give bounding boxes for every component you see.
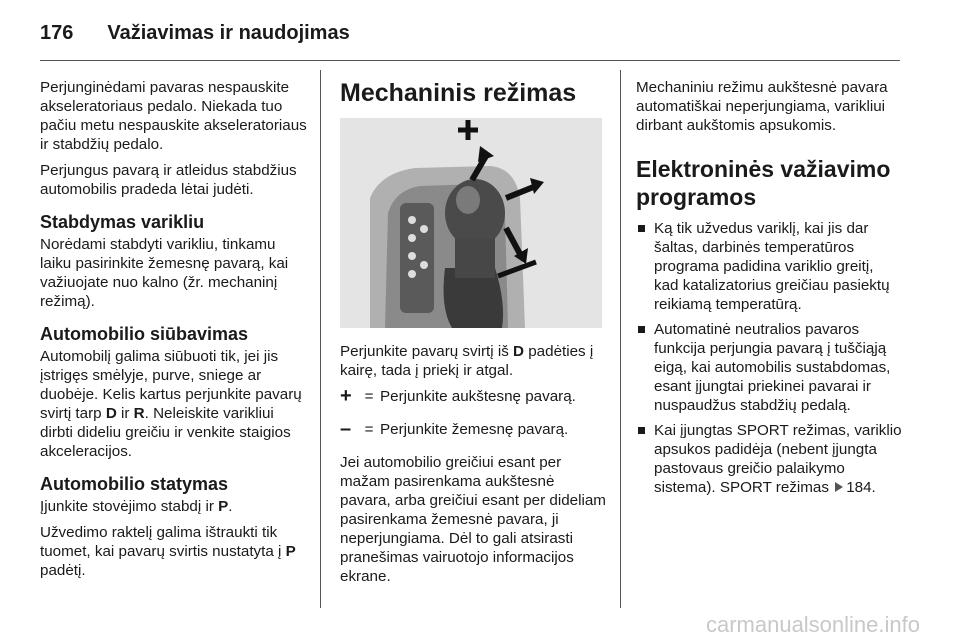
gear-letter: P [218,498,229,515]
column-divider [620,70,621,608]
watermark: carmanualsonline.info [705,612,920,637]
section-title: Mechaninis režimas [340,79,577,107]
plus-icon: + [340,385,352,407]
equals-sign: = [364,421,374,438]
paragraph [340,342,608,380]
page-reference-icon [835,482,843,492]
paragraph [40,347,308,461]
bullet-list [636,219,902,497]
paragraph: Mechaniniu režimu aukštesnė pavara automatiškai neperjungiama, varikliui dirbant aukštomis apsukomis. [636,79,888,134]
paragraph: Norėdami stabdyti varikliu, tinkamu laiku pasirinkite žemesnę pavarą, kai važiuojate nuo kalno (žr. mechaninį režimą). [40,236,289,310]
paragraph [40,497,308,516]
header-rule [40,60,900,61]
gear-letter: D [105,405,117,422]
section-title: Elektroninės važiavimo programos [636,156,891,210]
list-item-text: Automatinė neutralios pavaros funkcija perjungia pavarą į tuščiąją eigą, kai automobilis sustabdomas, esant įjungtai priekinei pavarai ir nuspaudžus stabdžių pedalą. [654,321,891,414]
paragraph: Perjunginėdami pavaras nespauskite akseleratoriaus pedalo. Niekada tuo pačiu metu nespauskite akseleratoriaus ir stabdžių pedalo. [40,79,307,153]
downshift-text: Perjunkite žemesnę pavarą. [380,421,569,438]
column-3 [636,78,902,503]
upshift-text: Perjunkite aukštesnę pavarą. [380,388,576,405]
text-run: ir [116,405,134,422]
column-2 [340,78,608,593]
column-divider [320,70,321,608]
text-run: padėtį. [40,562,86,579]
page-reference[interactable]: 184. [846,479,876,496]
gear-lever-illustration [340,118,602,328]
section-heading: Stabdymas varikliu [40,212,205,232]
column-1 [40,78,308,587]
section-heading: Automobilio statymas [40,474,229,494]
equals-sign: = [364,388,374,405]
text-run: Perjunkite pavarų svirtį iš [340,343,514,360]
section-heading: Automobilio siūbavimas [40,324,249,344]
bullet-icon [638,326,645,333]
paragraph: Perjungus pavarą ir atleidus stabdžius automobilis pradeda lėtai judėti. [40,162,297,198]
text-run: . Neleiskite varikliui dirbti dideliu greičiu ir venkite staigios akceleracijos. [40,405,291,460]
gear-letter: D [513,343,525,360]
gear-letter: R [133,405,145,422]
downshift-legend [340,420,608,439]
bullet-icon [638,225,645,232]
list-item-text: Ką tik užvedus variklį, kai jis dar šaltas, darbinės temperatūros programa padidina variklio greitį, kad katalizatorius greičiau pasiektų reikiamą temperatūrą. [654,220,890,313]
paragraph [40,523,308,580]
text-run: Įjunkite stovėjimo stabdį ir [40,498,219,515]
list-item [636,320,902,415]
text-run: . [228,498,233,515]
upshift-legend [340,387,608,406]
page-number: 176 [40,21,74,44]
gear-lever-drawing [340,118,602,328]
chapter-title: Važiavimas ir naudojimas [107,21,350,44]
list-item-text: Kai įjungtas SPORT režimas, variklio apsukos padidėja (nebent įjungta pastovaus greičio palaikymo sistema). SPORT režimas [654,422,902,496]
text-run: Užvedimo raktelį galima ištraukti tik tuomet, kai pavarų svirtis nustatyta į [40,524,286,560]
text-run: padėties į kairę, tada į priekį ir atgal. [340,343,594,379]
paragraph: Jei automobilio greičiui esant per mažam pasirenkama aukštesnė pavara, arba greičiui esant per dideliam pasirenkama žemesnė pavara, ji neperjungiama. Dėl to gali atsirasti pranešimas vairuotojo informacijos ekrane. [340,454,606,585]
list-item [636,421,902,497]
page-header [40,16,350,50]
bullet-icon [638,427,645,434]
text-run: Automobilį galima siūbuoti tik, jei jis įstrigęs smėlyje, purve, sniege ar duobėje. Kelis kartus perjunkite pavarų svirtį tarp [40,348,302,422]
minus-icon: – [340,418,352,440]
gear-letter: P [285,543,296,560]
list-item [636,219,902,314]
